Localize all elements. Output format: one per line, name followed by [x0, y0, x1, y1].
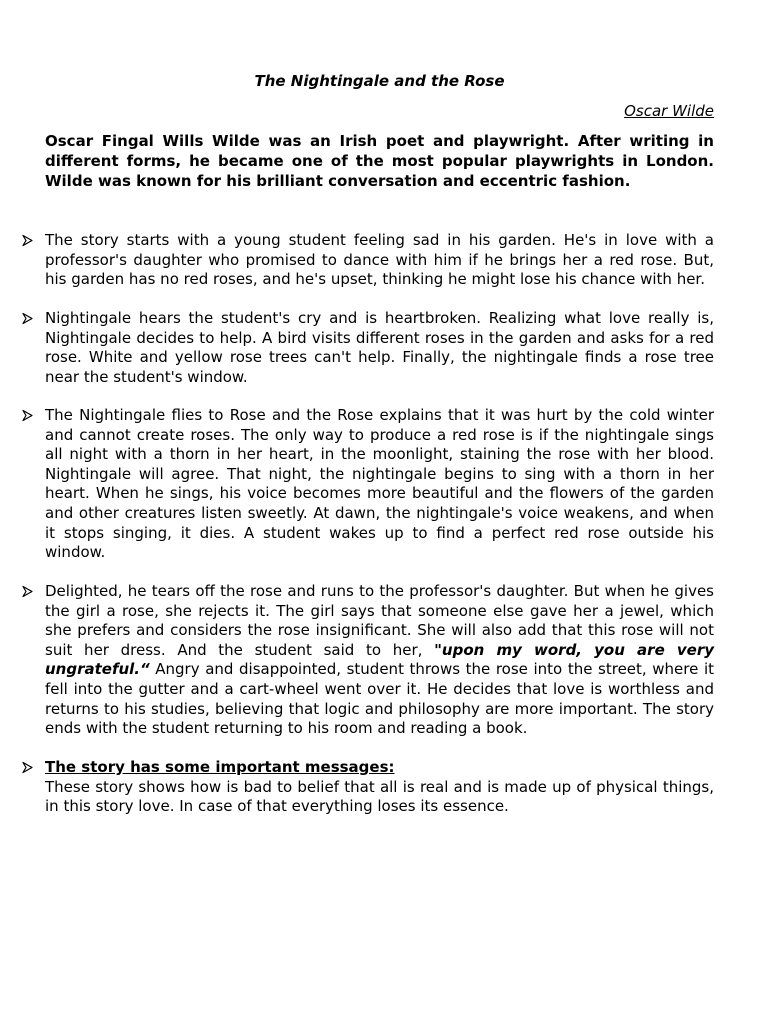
- paragraph-text-before: Delighted, he tears off the rose and runs to the professor's daughter. But when he gives the girl a rose, she rejects it. The girl says that someone else gave her a jewel, which she prefers and considers the rose insignificant. She will also add that this rose will not suit her dress. And the student said to her,: [45, 582, 714, 659]
- messages-text: These story shows how is bad to belief that all is real and is made up of physical things, in this story love. In case of that everything loses its essence.: [45, 777, 714, 816]
- list-item: [45, 231, 714, 290]
- intro-paragraph: Oscar Fingal Wills Wilde was an Irish poet and playwright. After writing in different forms, he became one of the most popular playwrights in London. Wilde was known for his brilliant conversation and eccentric fashion.: [45, 132, 714, 190]
- quote-text: "upon my word, you are very ungrateful.“: [45, 640, 715, 679]
- paragraph-text: The story starts with a young student feeling sad in his garden. He's in love with a professor's daughter who promised to dance with him if he brings her a red rose. But, his garden has no red roses, and he's upset, thinking he might lose his chance with her.: [45, 231, 714, 289]
- document-title: The Nightingale and the Rose: [254, 72, 505, 90]
- messages-heading: The story has some important messages:: [45, 758, 395, 776]
- arrowhead-bullet-icon: [20, 758, 36, 778]
- list-item: [45, 758, 714, 817]
- paragraph-text: Nightingale hears the student's cry and is heartbroken. Realizing what love really is, Nightingale decides to help. A bird visits different roses in the garden and asks for a red rose. White and yellow rose trees can't help. Finally, the nightingale finds a rose tree near the student's window.: [45, 309, 714, 386]
- arrowhead-bullet-icon: [20, 231, 36, 251]
- paragraph-text-after: Angry and disappointed, student throws the rose into the street, where it fell into the gutter and a cart-wheel went over it. He decides that love is worthless and returns to his studies, believing that logic and philosophy are more important. The story ends with the student returning to his room and reading a book.: [45, 660, 714, 738]
- list-item: [45, 406, 714, 563]
- list-item: [45, 582, 714, 739]
- paragraph-text: The Nightingale flies to Rose and the Rose explains that it was hurt by the cold winter and cannot create roses. The only way to produce a red rose is if the nightingale sings all night with a thorn in her heart, in the moonlight, staining the rose with her blood. Nightingale will agree. That night, the nightingale begins to sing with a thorn in her heart. When he sings, his voice becomes more beautiful and the flowers of the garden and other creatures listen sweetly. At dawn, the nightingale's voice weakens, and when it stops singing, it dies. A student wakes up to find a perfect red rose outside his window.: [45, 406, 714, 562]
- author-name: Oscar Wilde: [624, 102, 714, 120]
- list-item: [45, 309, 714, 387]
- arrowhead-bullet-icon: [20, 582, 36, 602]
- arrowhead-bullet-icon: [20, 309, 36, 329]
- arrowhead-bullet-icon: [20, 406, 36, 426]
